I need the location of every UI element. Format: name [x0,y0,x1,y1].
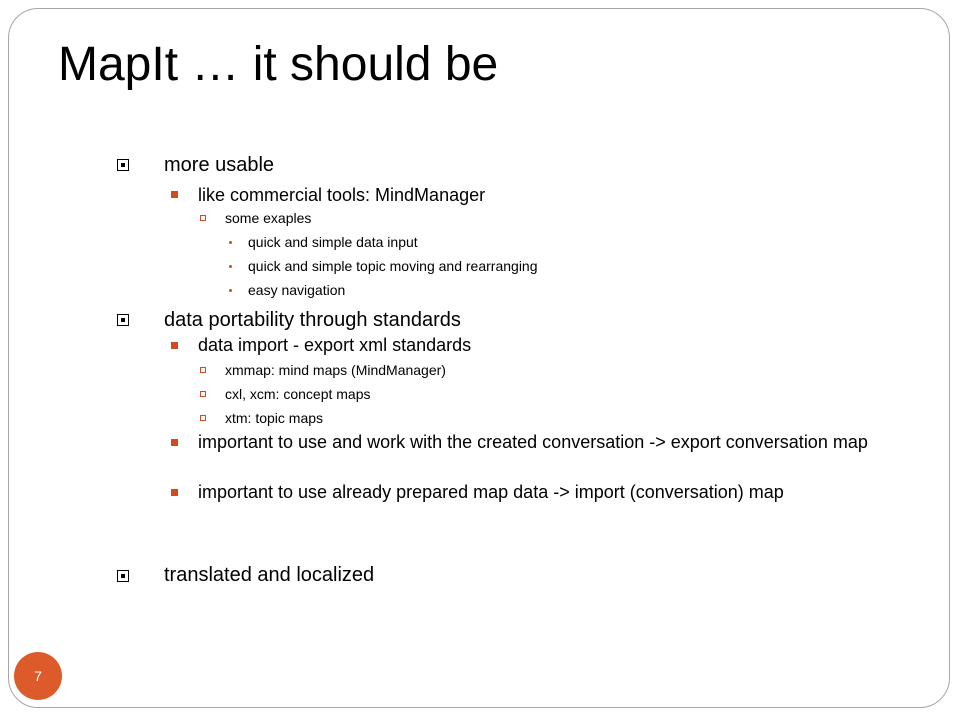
square-bullet-icon [117,314,129,326]
bullet-level1: translated and localized [164,564,375,586]
bullet-level2: important to use and work with the created conversation -> export conversation map [198,432,868,452]
hollow-square-bullet-icon [200,415,206,421]
bullet-level3: xmmap: mind maps (MindManager) [225,362,446,378]
square-bullet-icon [117,159,129,171]
bullet-level4: quick and simple data input [248,234,418,250]
dot-bullet-icon [229,265,232,268]
bullet-level4: quick and simple topic moving and rearranging [248,258,538,274]
bullet-level2: like commercial tools: MindManager [198,185,486,205]
dot-bullet-icon [229,241,232,244]
hollow-square-bullet-icon [200,215,206,221]
hollow-square-bullet-icon [200,367,206,373]
slide-frame [8,8,950,708]
bullet-level3: cxl, xcm: concept maps [225,386,371,402]
page-number-badge: 7 [14,652,62,700]
bullet-level2: data import - export xml standards [198,335,472,355]
bullet-level1: more usable [164,154,275,176]
hollow-square-bullet-icon [200,391,206,397]
dot-bullet-icon [229,289,232,292]
bullet-level3: xtm: topic maps [225,410,324,426]
square-bullet-icon [171,439,178,446]
square-bullet-icon [117,570,129,582]
square-bullet-icon [171,342,178,349]
bullet-level3: some exaples [225,210,312,226]
bullet-level2: important to use already prepared map data -> import (conversation) map [198,482,784,502]
bullet-level4: easy navigation [248,282,346,298]
bullet-level1: data portability through standards [164,309,461,331]
slide-title: MapIt … it should be [58,38,499,91]
square-bullet-icon [171,191,178,198]
square-bullet-icon [171,489,178,496]
